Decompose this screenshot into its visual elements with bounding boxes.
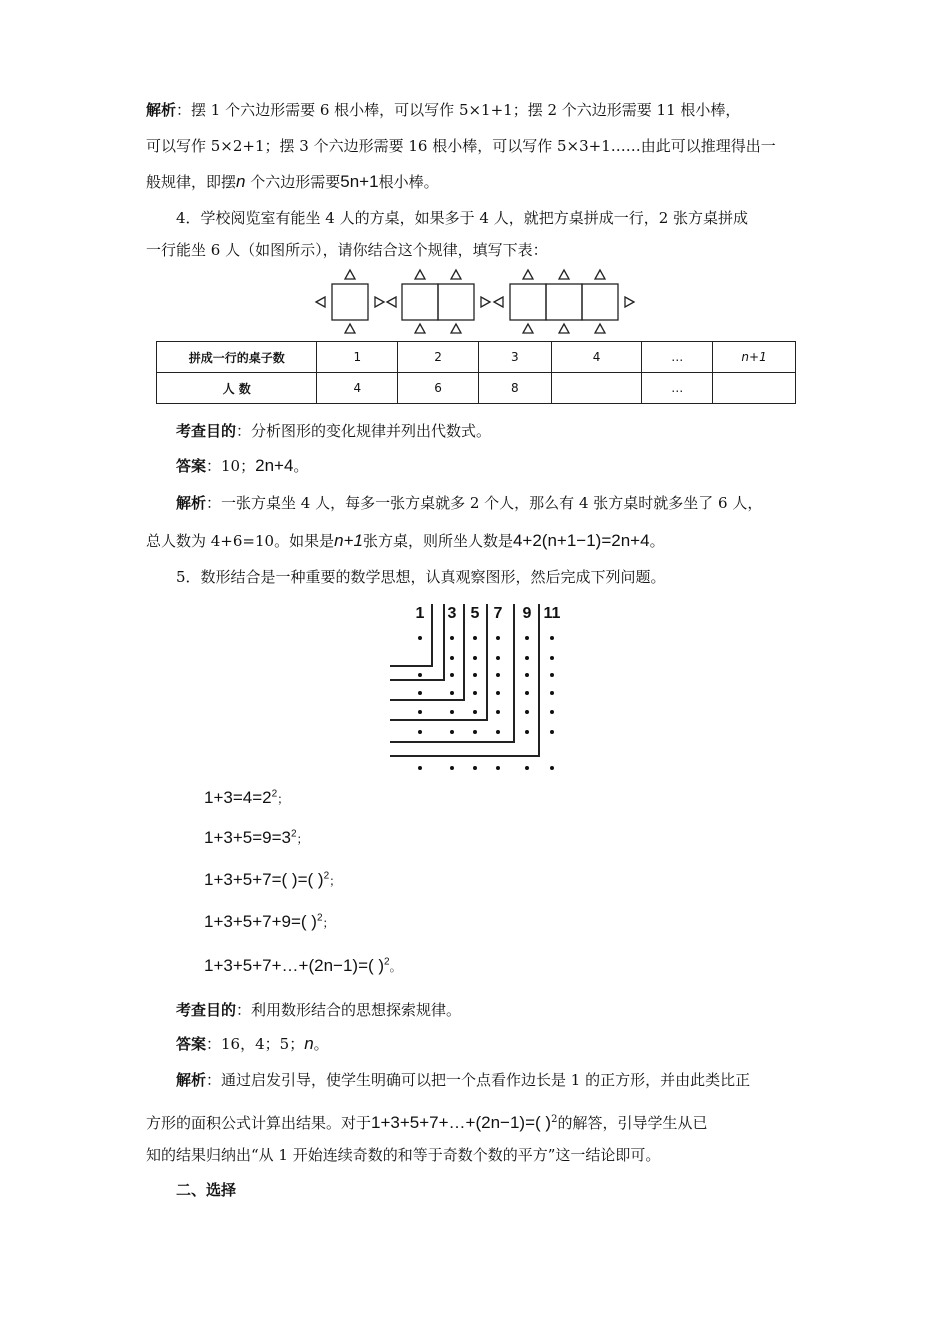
odd-number-dot-figure [384, 596, 566, 776]
q5-purpose: 考查目的：利用数形结合的思想探索规律。 [176, 1001, 462, 1019]
q4-line2: 一行能坐 6 人（如图所示），请你结合这个规律，填写下表： [146, 241, 548, 259]
table-cell: 1 [317, 342, 398, 373]
section-heading: 二、选择 [176, 1181, 237, 1199]
table-row [157, 373, 796, 404]
table-cell [551, 373, 642, 404]
table-cell [713, 373, 796, 404]
equation-2: $1+3+5=9=3^2$； [204, 828, 309, 847]
q3-line3: 般规律，即摆n 个六边形需要5n+1根小棒。 [146, 172, 439, 191]
q4-jiexi-line1: 解析：一张方桌坐 4 人，每多一张方桌就多 2 个人，那么有 4 张方桌时就多坐了 6 人， [176, 494, 763, 512]
equation-4: 1+3+5+7+9=( )$^2$； [204, 912, 335, 931]
q4-purpose: 考查目的：分析图形的变化规律并列出代数式。 [176, 422, 492, 440]
table-seats [156, 341, 796, 404]
table-cell: 8 [478, 373, 551, 404]
table-cell: 3 [478, 342, 551, 373]
table-cell: 2 [398, 342, 479, 373]
table-cell: 6 [398, 373, 479, 404]
table-cell: … [642, 342, 713, 373]
table-arrangement-figure [310, 266, 650, 338]
q5-jiexi-line1: 解析：通过启发引导，使学生明确可以把一个点看作边长是 1 的正方形，并由此类比正 [176, 1071, 751, 1089]
table-cell: 拼成一行的桌子数 [157, 342, 317, 373]
q5-line1: 5．数形结合是一种重要的数学思想，认真观察图形，然后完成下列问题。 [176, 568, 666, 586]
table-row [157, 342, 796, 373]
table-cell: 4 [551, 342, 642, 373]
fig-label: 3 [447, 605, 457, 622]
equation-1: $1+3=4=2^2$； [204, 788, 290, 807]
q3-line2: 可以写作 5×2+1；摆 3 个六边形需要 16 根小棒，可以写作 5×3+1……由此可以推理得出一 [146, 137, 776, 155]
fig-label: 1 [415, 605, 425, 622]
expr-5n-plus-1: 5n+1 [340, 172, 379, 191]
q4-jiexi-line2: 总人数为 4+6=10。如果是n+1张方桌，则所坐人数是4+2(n+1−1)=2n+4。 [146, 531, 665, 550]
table-cell: 人 数 [157, 373, 317, 404]
fig-label: 5 [470, 605, 480, 622]
fig-label: 9 [522, 605, 532, 622]
fig-label: 11 [543, 605, 561, 622]
q5-jiexi-line2: 方形的面积公式计算出结果。对于1+3+5+7+…+(2n−1)=( )$^2$的解答，引导学生从已 [146, 1113, 708, 1132]
fig-label: 7 [493, 605, 503, 622]
equation-3: 1+3+5+7=( )=( )$^2$； [204, 870, 342, 889]
q5-answer: 答案：16，4；5；n。 [176, 1034, 329, 1053]
q5-jiexi-line3: 知的结果归纳出“从 1 开始连续奇数的和等于奇数个数的平方”这一结论即可。 [146, 1146, 661, 1164]
table-cell: n+1 [713, 342, 796, 373]
q4-answer: 答案：10；2n+4。 [176, 456, 309, 475]
equation-5: 1+3+5+7+…+(2n−1)=( )$^2$。 [204, 956, 402, 975]
table-cell: 4 [317, 373, 398, 404]
jiexi-label: 解析 [146, 101, 177, 119]
table-cell: … [642, 373, 713, 404]
q3-line1: 解析：摆 1 个六边形需要 6 根小棒，可以写作 5×1+1；摆 2 个六边形需要 11 根小棒， [146, 101, 741, 119]
q4-line1: 4．学校阅览室有能坐 4 人的方桌，如果多于 4 人，就把方桌拼成一行，2 张方桌拼成 [176, 209, 749, 227]
